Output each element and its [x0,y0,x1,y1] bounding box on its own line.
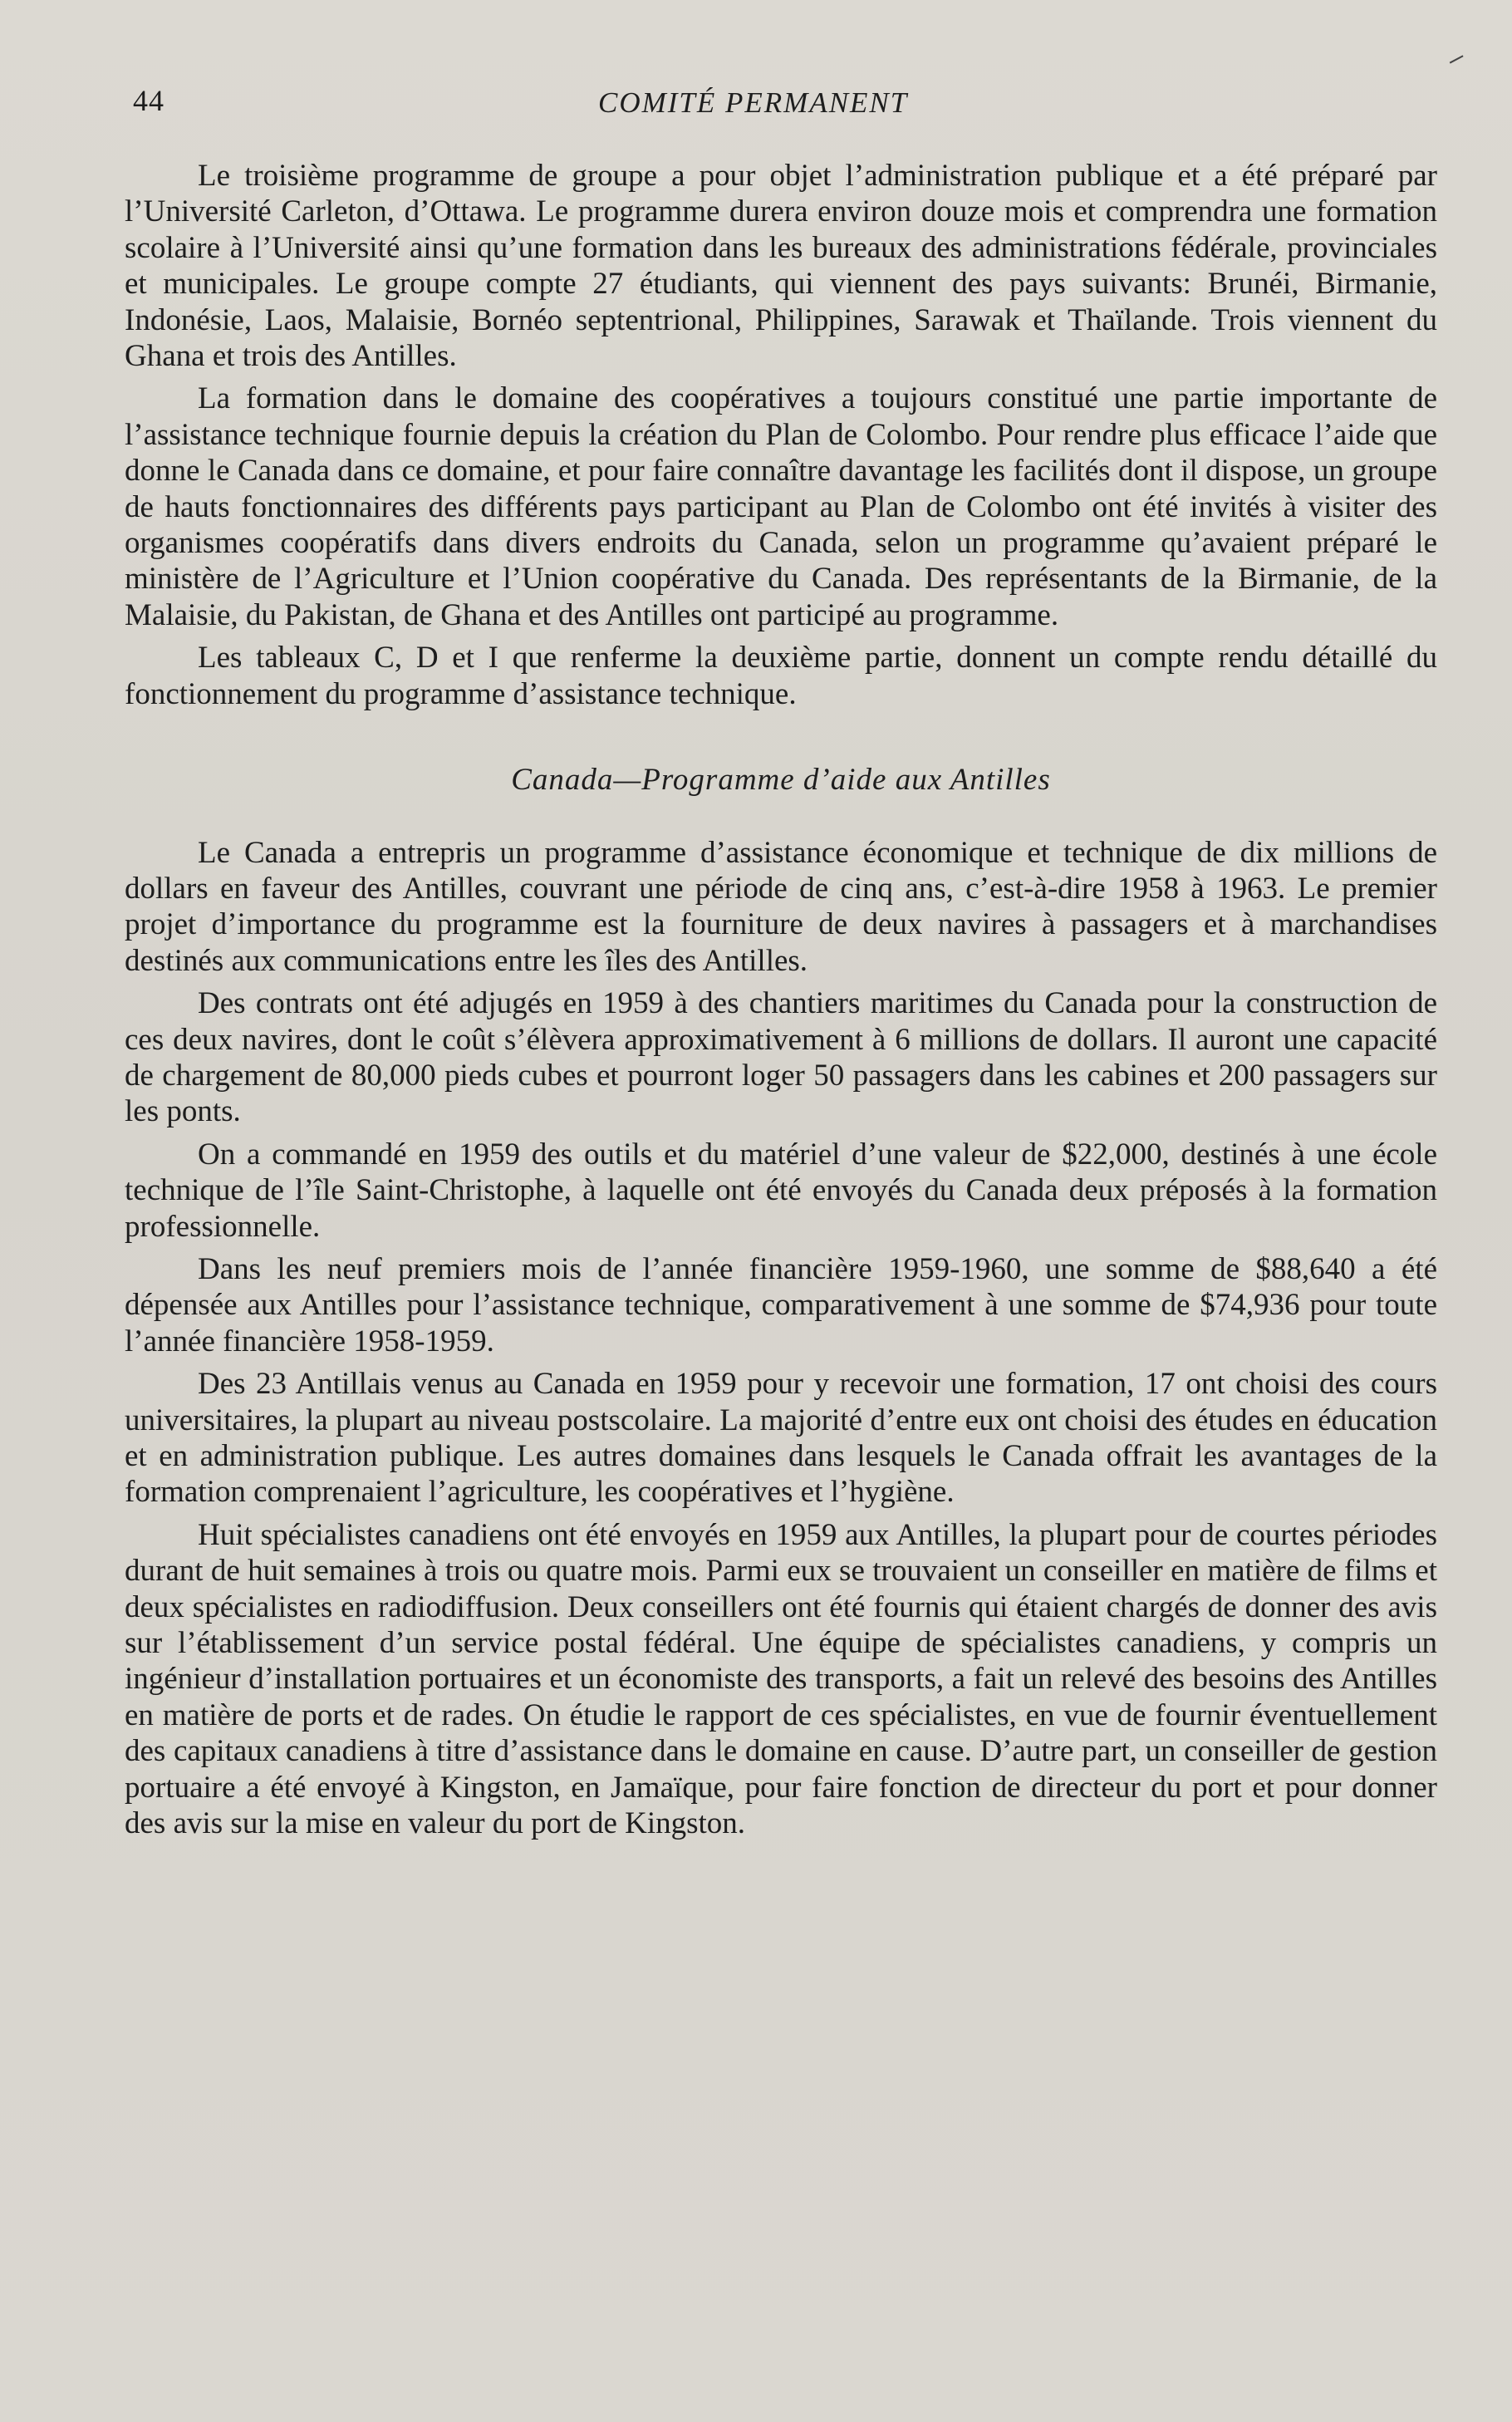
page-header [133,83,1429,133]
paragraph: Les tableaux C, D et I que renferme la deuxième partie, donnent un compte rendu détaillé du fonctionnement du programme d’assistance technique. [125,641,1437,711]
paragraph: Le Canada a entrepris un programme d’assistance économique et technique de dix millions de dollars en faveur des Antilles, couvrant une période de cinq ans, c’est-à-dire 1958 à 1963. Le premier projet d’importance du programme est la fourniture de deux navires à passagers et à marchandises destinés aux communications entre les îles des Antilles. [125,835,1437,978]
paragraph: Le troisième programme de groupe a pour objet l’administration publique et a été préparé par l’Université Carleton, d’Ottawa. Le programme durera environ douze mois et comprendra une formation scolaire à l’Université ainsi qu’une formation dans les bureaux des administrations fédérale, provinciales et municipales. Le groupe compte 27 étudiants, qui viennent des pays suivants: Brunéi, Birmanie, Indonésie, Laos, Malaisie, Bornéo septentrional, Philippines, Sarawak et Thaïlande. Trois viennent du Ghana et trois des Antilles. [125,159,1437,374]
paragraph: Huit spécialistes canadiens ont été envoyés en 1959 aux Antilles, la plupart pour de courtes périodes durant de huit semaines à trois ou quatre mois. Parmi eux se trouvaient un conseiller en matière de films et deux spécialistes en radiodiffusion. Deux conseillers ont été fournis qui étaient chargés de donner des avis sur l’établissement d’un service postal fédéral. Une équipe de spécialistes canadiens, y compris un ingénieur d’installation portuaires et un économiste des transports, a fait un relevé des besoins des Antilles en matière de ports et de rades. On étudie le rapport de ces spécialistes, en vue de fournir éventuellement des capitaux canadiens à titre d’assistance dans le domaine en cause. D’autre part, un conseiller de gestion portuaire a été envoyé à Kingston, en Jamaïque, pour faire fonction de directeur du port et pour donner des avis sur la mise en valeur du port de Kingston. [125,1517,1437,1841]
paragraph: Des contrats ont été adjugés en 1959 à des chantiers maritimes du Canada pour la construction de ces deux navires, dont le coût s’élèvera approximativement à 6 millions de dollars. Il auront une capacité de chargement de 80,000 pieds cubes et pourront loger 50 passagers dans les cabines et 200 passagers sur les ponts. [125,986,1437,1129]
pencil-mark [1450,55,1467,69]
paragraph: Des 23 Antillais venus au Canada en 1959 pour y recevoir une formation, 17 ont choisi des cours universitaires, la plupart au niveau postscolaire. La majorité d’entre eux ont choisi des études en éducation et en administration publique. Les autres domaines dans lesquels le Canada offrait les avantages de la formation comprenaient l’agriculture, les coopératives et l’hygiène. [125,1367,1437,1510]
paragraph: Dans les neuf premiers mois de l’année financière 1959-1960, une somme de $88,640 a été dépensée aux Antilles pour l’assistance technique, comparativement à une somme de $74,936 pour toute l’année financière 1958-1959. [125,1251,1437,1358]
paragraph: On a commandé en 1959 des outils et du matériel d’une valeur de $22,000, destinés à une école technique de l’île Saint-Christophe, à laquelle ont été envoyés du Canada deux préposés à la formation professionnelle. [125,1137,1437,1244]
section-heading: Canada—Programme d’aide aux Antilles [511,763,1051,798]
running-head: COMITÉ PERMANENT [598,86,909,119]
page-body [125,158,1437,1848]
paragraph: La formation dans le domaine des coopératives a toujours constitué une partie importante de l’assistance technique fournie depuis la création du Plan de Colombo. Pour rendre plus efficace l’aide que donne le Canada dans ce domaine, et pour faire connaître davantage les facilités dont il dispose, un groupe de hauts fonctionnaires des différents pays participant au Plan de Colombo ont été invités à visiter des organismes coopératifs dans divers endroits du Canada, selon un programme qu’avaient préparé le ministère de l’Agriculture et l’Union coopérative du Canada. Des représentants de la Birmanie, de la Malaisie, du Pakistan, de Ghana et des Antilles ont participé au programme. [125,381,1437,632]
page-number: 44 [133,84,164,117]
